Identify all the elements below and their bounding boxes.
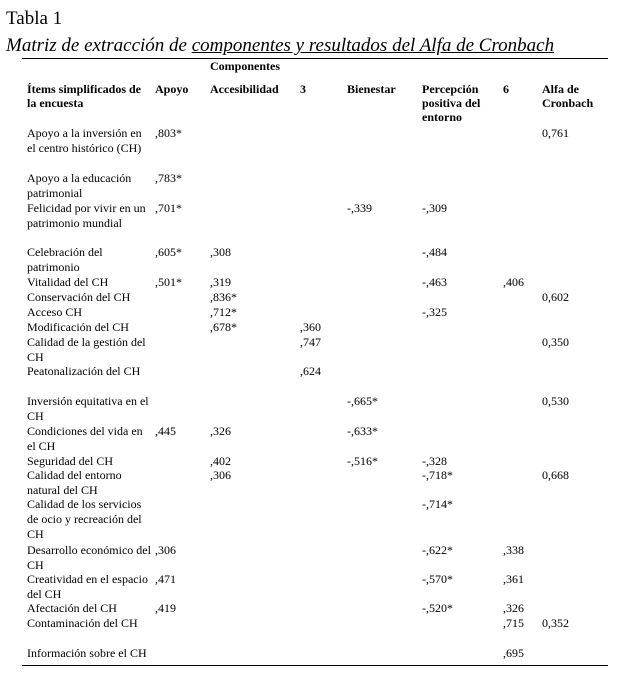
header-alfa-cronbach: Alfa de Cronbach [542,82,594,110]
cell-accesibilidad: ,319 [210,275,231,289]
cell-percepcion: -,309 [422,201,447,215]
row-item-label: Peatonalización del CH [27,364,141,378]
cell-accesibilidad: ,712* [210,305,237,319]
cell-alfa-cronbach: 0,602 [542,290,569,304]
row-item-label: Seguridad del CH [27,454,113,468]
cell-alfa-cronbach: 0,668 [542,468,569,482]
cell-apoyo: ,306 [155,543,176,557]
cell-apoyo: ,471 [155,572,176,586]
row-item-label: Conservación del CH [27,290,131,304]
cell-apoyo: ,783* [155,171,182,185]
cell-component-6: ,715 [503,616,524,630]
cell-accesibilidad: ,402 [210,454,231,468]
cell-accesibilidad: ,326 [210,424,231,438]
table-bottom-rule [22,665,608,666]
table-label: Tabla 1 [6,8,63,29]
cell-percepcion: -,622* [422,543,453,557]
cell-component-6: ,695 [503,646,524,660]
cell-bienestar: -,516* [347,454,378,468]
row-item-label: Celebración del patrimonio [27,245,103,274]
cell-apoyo: ,701* [155,201,182,215]
cell-percepcion: -,714* [422,497,453,511]
cell-accesibilidad: ,678* [210,320,237,334]
header-component-6: 6 [503,82,509,96]
row-item-label: Condiciones del vida en el CH [27,424,143,453]
cell-component-6: ,338 [503,543,524,557]
cell-alfa-cronbach: 0,350 [542,335,569,349]
cell-percepcion: -,570* [422,572,453,586]
cell-percepcion: -,718* [422,468,453,482]
row-item-label: Modificación del CH [27,320,129,334]
cell-apoyo: ,605* [155,245,182,259]
cell-component-6: ,361 [503,572,524,586]
cell-percepcion: -,484 [422,245,447,259]
cell-accesibilidad: ,306 [210,468,231,482]
header-apoyo: Apoyo [155,82,189,96]
cell-percepcion: -,328 [422,454,447,468]
row-item-label: Calidad de los servicios de ocio y recreación del CH [27,497,142,541]
cell-bienestar: -,665* [347,394,378,408]
components-group-header: Componentes [210,59,281,73]
row-item-label: Apoyo a la educación patrimonial [27,171,132,200]
cell-apoyo: ,419 [155,601,176,615]
cell-bienestar: -,633* [347,424,378,438]
cell-percepcion: -,325 [422,305,447,319]
cell-component-6: ,326 [503,601,524,615]
row-item-label: Desarrollo económico del CH [27,543,151,572]
row-item-label: Información sobre el CH [27,646,147,660]
header-items: Ítems simplificados de la encuesta [27,82,141,110]
cell-apoyo: ,501* [155,275,182,289]
cell-bienestar: -,339 [347,201,372,215]
cell-alfa-cronbach: 0,352 [542,616,569,630]
header-bienestar: Bienestar [347,82,396,96]
row-item-label: Afectación del CH [27,601,117,615]
cell-apoyo: ,803* [155,126,182,140]
cell-component-3: ,747 [300,335,321,349]
cell-percepcion: -,520* [422,601,453,615]
row-item-label: Calidad de la gestión del CH [27,335,146,364]
cell-accesibilidad: ,308 [210,245,231,259]
caption-underlined-text: componentes y resultados del Alfa de Cronbach [191,35,555,56]
cell-apoyo: ,445 [155,424,176,438]
cell-component-3: ,360 [300,320,321,334]
cell-alfa-cronbach: 0,530 [542,394,569,408]
cell-alfa-cronbach: 0,761 [542,126,569,140]
caption-text: Matriz de extracción de [6,35,192,56]
row-item-label: Calidad del entorno natural del CH [27,468,122,497]
header-component-3: 3 [300,82,306,96]
row-item-label: Vitalidad del CH [27,275,109,289]
row-item-label: Acceso CH [27,305,82,319]
row-item-label: Contaminación del CH [27,616,138,630]
cell-component-6: ,406 [503,275,524,289]
header-percepcion: Percepción positiva del entorno [422,82,481,124]
cell-component-3: ,624 [300,364,321,378]
row-item-label: Felicidad por vivir en un patrimonio mundial [27,201,146,230]
row-item-label: Creatividad en el espacio del CH [27,572,148,601]
cell-percepcion: -,463 [422,275,447,289]
row-item-label: Inversión equitativa en el CH [27,394,149,423]
cell-accesibilidad: ,836* [210,290,237,304]
header-accesibilidad: Accesibilidad [210,82,279,96]
row-item-label: Apoyo a la inversión en el centro histórico (CH) [27,126,142,155]
